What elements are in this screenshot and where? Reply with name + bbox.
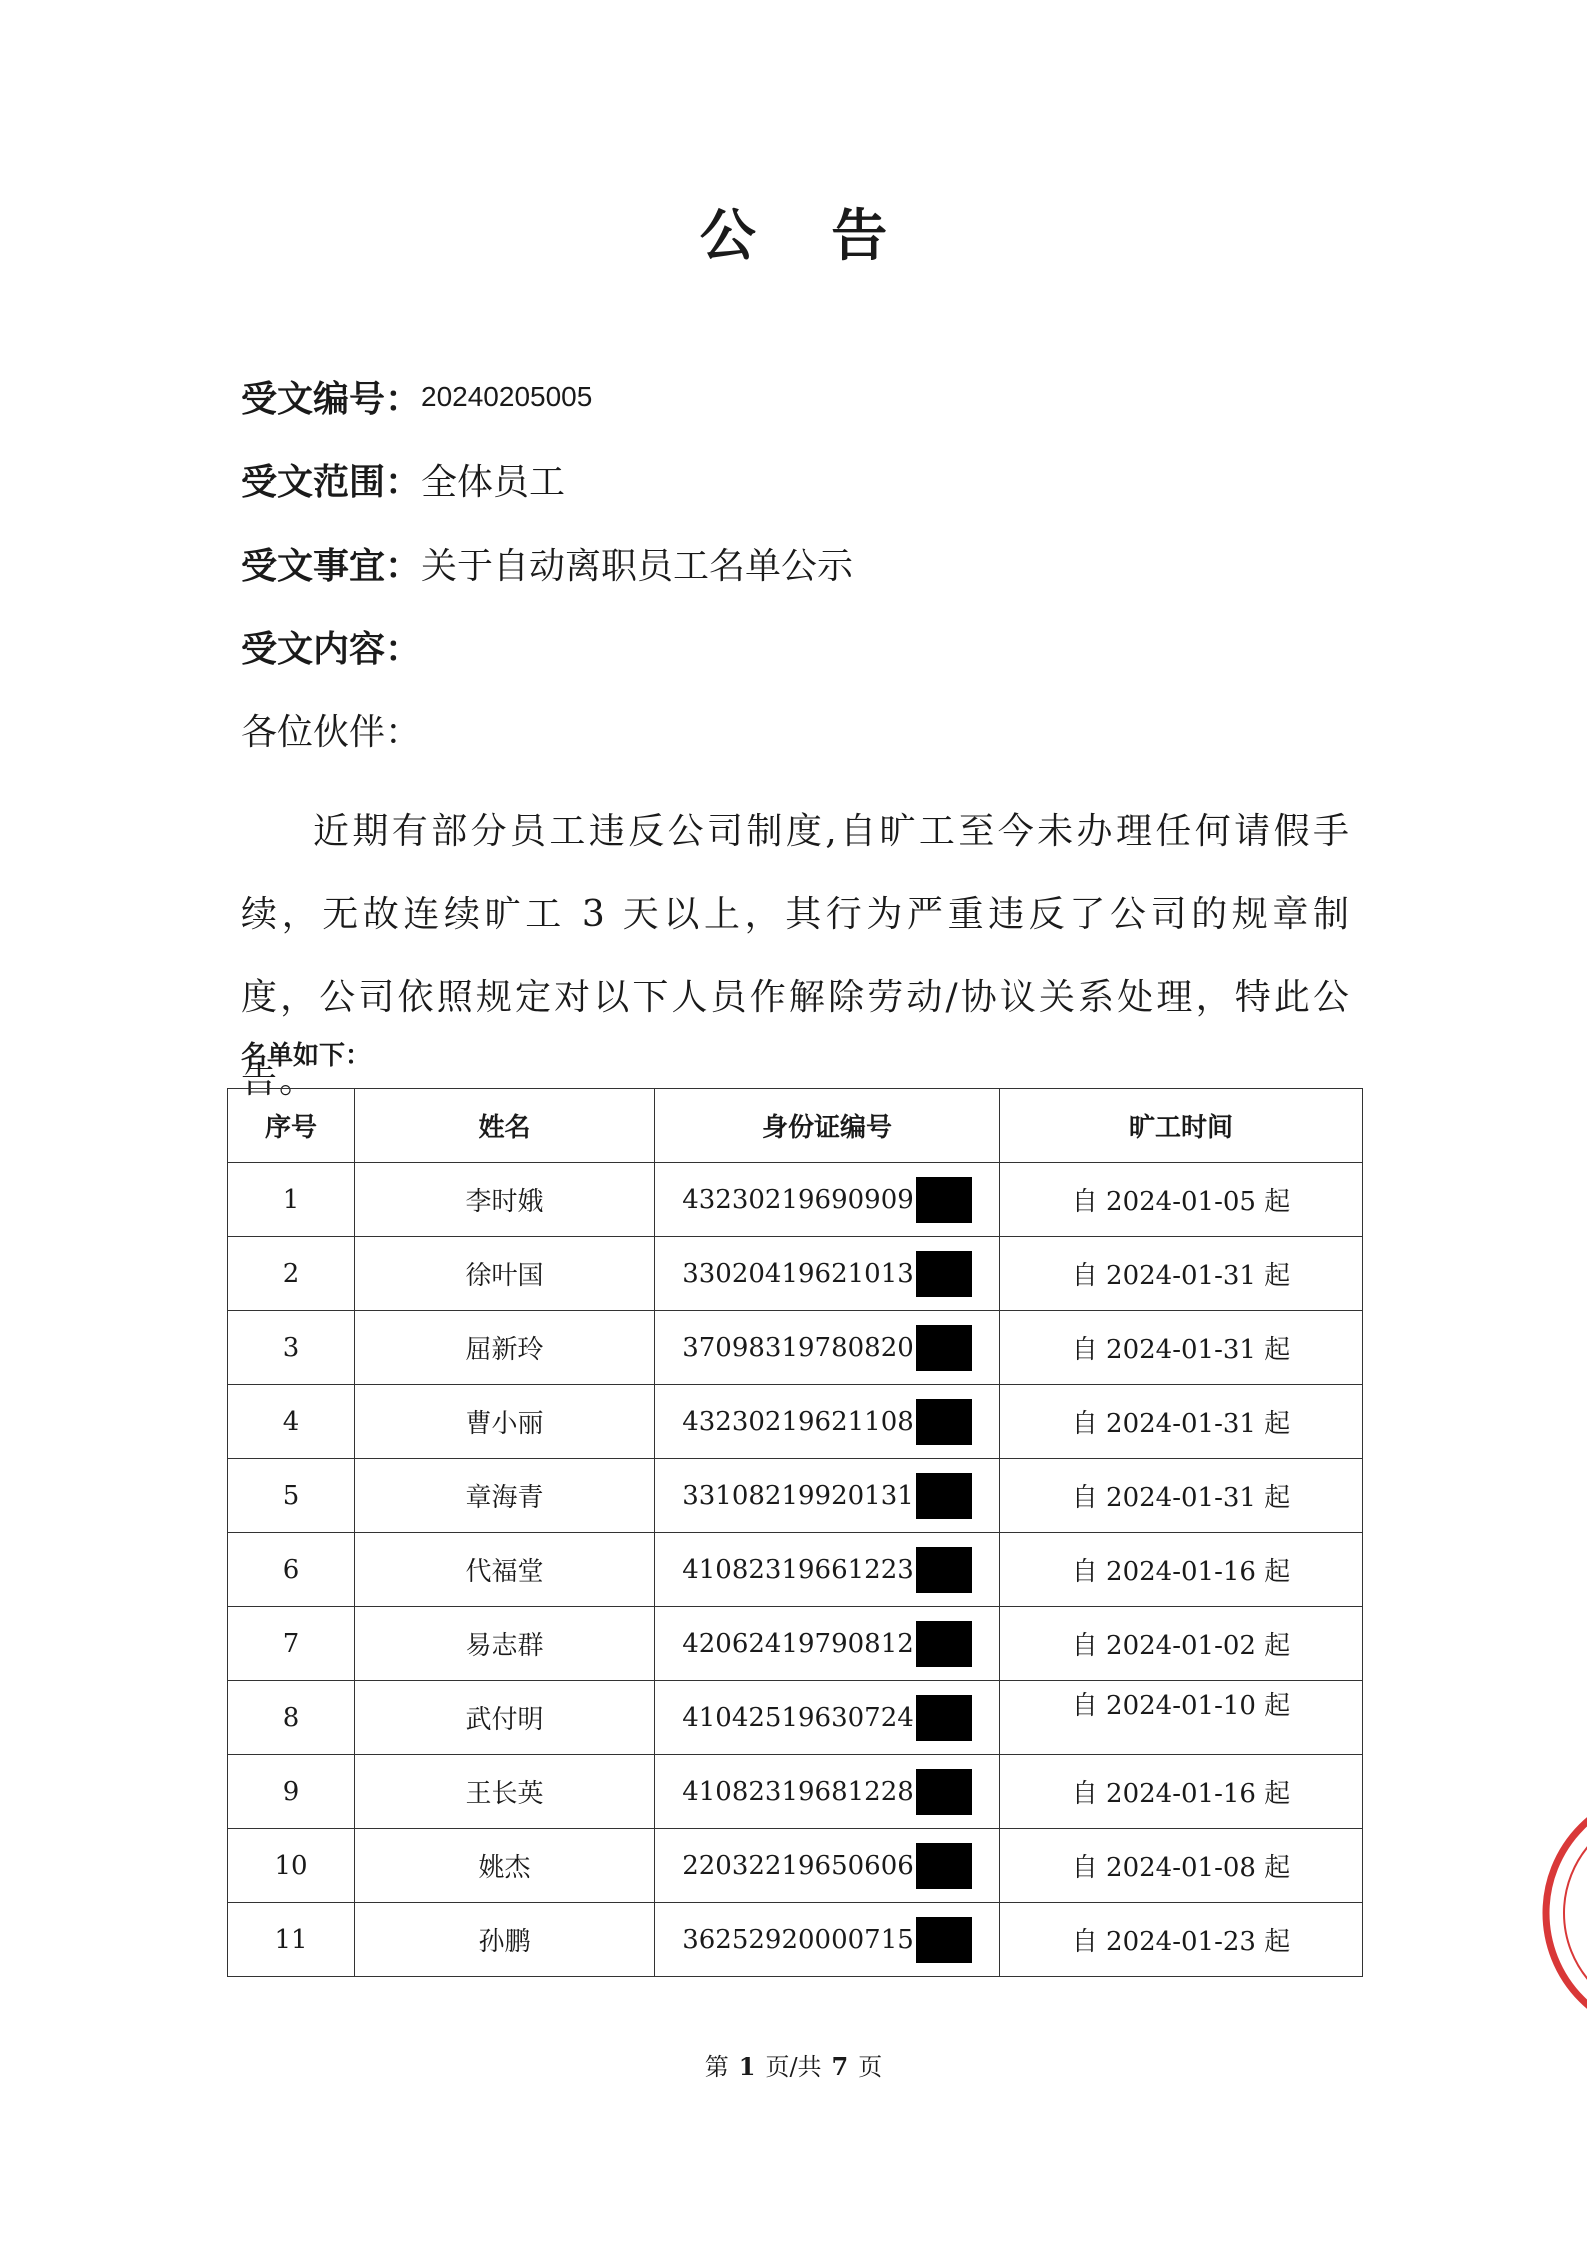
row-id-cell: [655, 1459, 1000, 1533]
row-absence-date: [1000, 1311, 1363, 1385]
row-number: 2: [228, 1237, 355, 1311]
redaction-block: [916, 1325, 972, 1371]
seal-ring: [1546, 1791, 1587, 2035]
redaction-block: [916, 1399, 972, 1445]
row-number: 9: [228, 1755, 355, 1829]
row-name: 姚杰: [355, 1829, 655, 1903]
content-label: 受文内容：: [241, 628, 422, 670]
row-id-number: 37098319780820: [682, 1332, 914, 1363]
row-id-number: 33020419621013: [682, 1258, 914, 1289]
row-id-cell: [655, 1755, 1000, 1829]
footer-middle: 页/共: [765, 2053, 822, 2081]
row-id-cell: [655, 1237, 1000, 1311]
row-name: 李时娥: [355, 1163, 655, 1237]
row-name: 曹小丽: [355, 1385, 655, 1459]
header-number: 序号: [228, 1089, 355, 1163]
row-name: 王长英: [355, 1755, 655, 1829]
row-absence-date-text: 自 2024-01-10 起: [1071, 1691, 1291, 1721]
row-id-number: 41082319661223: [682, 1554, 914, 1585]
redaction-block: [916, 1917, 972, 1963]
row-number: 5: [228, 1459, 355, 1533]
row-absence-date-text: 自 2024-01-23 起: [1071, 1927, 1291, 1957]
header-id: 身份证编号: [655, 1089, 1000, 1163]
redaction-block: [916, 1621, 972, 1667]
row-absence-date-text: 自 2024-01-31 起: [1071, 1261, 1291, 1291]
footer-suffix: 页: [858, 2053, 883, 2081]
row-number: 8: [228, 1681, 355, 1755]
row-id-cell: [655, 1903, 1000, 1977]
row-absence-date: [1000, 1237, 1363, 1311]
row-id-cell: [655, 1533, 1000, 1607]
row-id-cell: [655, 1607, 1000, 1681]
table-header-row: [228, 1089, 1363, 1163]
row-absence-date-text: 自 2024-01-31 起: [1071, 1335, 1291, 1365]
redaction-block: [916, 1251, 972, 1297]
redaction-block: [916, 1547, 972, 1593]
list-heading: 名单如下：: [241, 1041, 372, 1071]
subject-label: 受文事宜：: [241, 545, 422, 587]
table-row: [228, 1459, 1363, 1533]
row-id-number: 33108219920131: [682, 1480, 914, 1511]
redaction-block: [916, 1177, 972, 1223]
row-number: 7: [228, 1607, 355, 1681]
table-row: [228, 1755, 1363, 1829]
row-id-cell: [655, 1163, 1000, 1237]
table-row: [228, 1237, 1363, 1311]
table-row: [228, 1829, 1363, 1903]
row-name: 徐叶国: [355, 1237, 655, 1311]
row-absence-date: [1000, 1681, 1363, 1755]
header-name: 姓名: [355, 1089, 655, 1163]
body-paragraph: 近期有部分员工违反公司制度,自旷工至今未办理任何请假手续，无故连续旷工 3 天以上，其行为严重违反了公司的规章制度，公司依照规定对以下人员作解除劳动/协议关系处理，特此公告。: [241, 811, 1351, 1101]
row-absence-date: [1000, 1607, 1363, 1681]
scope-value: 全体员工: [421, 462, 566, 503]
subject-row: [241, 541, 853, 592]
row-id-number: 41042519630724: [682, 1702, 914, 1733]
row-absence-date-text: 自 2024-01-16 起: [1071, 1557, 1291, 1587]
footer-prefix: 第: [704, 2053, 729, 2081]
row-name: 章海青: [355, 1459, 655, 1533]
row-id-number: 43230219621108: [682, 1406, 914, 1437]
doc-number-value: 20240205005: [421, 381, 593, 412]
row-absence-date-text: 自 2024-01-31 起: [1071, 1483, 1291, 1513]
row-absence-date-text: 自 2024-01-08 起: [1071, 1853, 1291, 1883]
row-id-number: 43230219690909: [682, 1184, 914, 1215]
row-absence-date: [1000, 1163, 1363, 1237]
table-row: [228, 1163, 1363, 1237]
row-number: 11: [228, 1903, 355, 1977]
company-seal: [1533, 1783, 1587, 2043]
row-absence-date: [1000, 1903, 1363, 1977]
row-absence-date-text: 自 2024-01-16 起: [1071, 1779, 1291, 1809]
redaction-block: [916, 1473, 972, 1519]
employee-table: [227, 1088, 1363, 1977]
row-id-cell: [655, 1681, 1000, 1755]
table-row: [228, 1607, 1363, 1681]
doc-number-row: [241, 374, 592, 427]
redaction-block: [916, 1695, 972, 1741]
table-row: [228, 1533, 1363, 1607]
row-id-number: 36252920000715: [682, 1924, 914, 1955]
row-number: 10: [228, 1829, 355, 1903]
row-name: 武付明: [355, 1681, 655, 1755]
row-id-number: 41082319681228: [682, 1776, 914, 1807]
row-name: 孙鹏: [355, 1903, 655, 1977]
row-absence-date-text: 自 2024-01-05 起: [1071, 1187, 1291, 1217]
table-row: [228, 1311, 1363, 1385]
row-number: 4: [228, 1385, 355, 1459]
greeting: 各位伙伴：: [241, 712, 422, 753]
row-absence-date: [1000, 1459, 1363, 1533]
subject-value: 关于自动离职员工名单公示: [421, 546, 854, 587]
doc-number-label: 受文编号：: [241, 378, 422, 420]
row-id-number: 42062419790812: [682, 1628, 914, 1659]
document-title: 公 告: [699, 203, 916, 269]
redaction-block: [916, 1843, 972, 1889]
table-row: [228, 1903, 1363, 1977]
row-absence-date-text: 自 2024-01-31 起: [1071, 1409, 1291, 1439]
content-row: [241, 624, 421, 675]
row-absence-date: [1000, 1385, 1363, 1459]
table-body: [228, 1163, 1363, 1977]
redaction-block: [916, 1769, 972, 1815]
footer-total-pages: 7: [831, 2052, 849, 2081]
row-absence-date: [1000, 1533, 1363, 1607]
row-number: 1: [228, 1163, 355, 1237]
row-id-cell: [655, 1311, 1000, 1385]
row-number: 6: [228, 1533, 355, 1607]
row-id-cell: [655, 1385, 1000, 1459]
row-name: 代福堂: [355, 1533, 655, 1607]
table-row: [228, 1681, 1363, 1755]
table-row: [228, 1385, 1363, 1459]
row-name: 屈新玲: [355, 1311, 655, 1385]
page-footer: [0, 2052, 1587, 2082]
row-name: 易志群: [355, 1607, 655, 1681]
row-absence-date-text: 自 2024-01-02 起: [1071, 1631, 1291, 1661]
scope-row: [241, 457, 565, 508]
row-id-number: 22032219650606: [682, 1850, 914, 1881]
footer-page-number: 1: [738, 2052, 756, 2081]
row-id-cell: [655, 1829, 1000, 1903]
header-absence-date: 旷工时间: [1000, 1089, 1363, 1163]
row-absence-date: [1000, 1829, 1363, 1903]
row-absence-date: [1000, 1755, 1363, 1829]
scope-label: 受文范围：: [241, 461, 422, 503]
row-number: 3: [228, 1311, 355, 1385]
